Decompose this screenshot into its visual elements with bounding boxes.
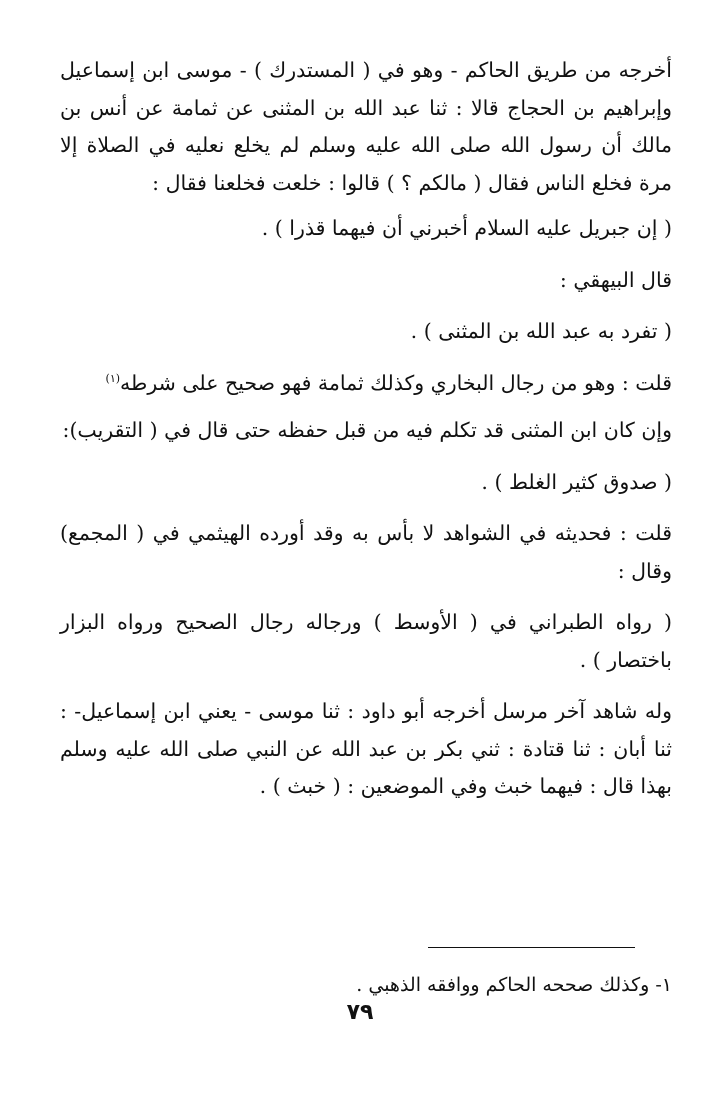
paragraph-taqrib-quote: ( صدوق كثير الغلط ) .	[481, 469, 672, 494]
paragraph-abu-dawud-mursal: وله شاهد آخر مرسل أخرجه أبو داود : ثنا موسى - يعني ابن إسماعيل- : ثنا أبان : ثنا قتادة : ثني بكر بن عبد الله عن النبي صلى الله عليه وسلم بهذا قال : فيهما خبث وفي الموضعين : ( خبث ) .	[60, 699, 672, 798]
paragraph-bayhaqi-quote: ( تفرد به عبد الله بن المثنى ) .	[410, 319, 672, 343]
paragraph-jibril-hadith: ( إن جبريل عليه السلام أخبرني أن فيهما قذرا ) .	[261, 216, 672, 240]
footnote-separator	[428, 947, 635, 948]
footnote: ١- وكذلك صححه الحاكم ووافقه الذهبي .	[356, 974, 672, 996]
footnote-reference: (١)	[105, 371, 121, 385]
paragraph-bayhaqi-intro: قال البيهقي :	[559, 267, 672, 292]
paragraph-tabarani-quote: ( رواه الطبراني في ( الأوسط ) ورجاله رجال الصحيح ورواه البزار باختصار ) .	[60, 610, 672, 672]
paragraph-hakim-narration: أخرجه من طريق الحاكم - وهو في ( المستدرك ) - موسى ابن إسماعيل وإبراهيم بن الحجاج قالا : ثنا عبد الله بن المثنى عن ثمامة عن أنس بن مالك أن رسول الله صلى الله عليه وسلم لم يخلع نعليه في الصلاة إلا مرة فخلع الناس فقال ( مالكم ؟ ) قالوا : خلعت فخلعنا فقال :	[60, 58, 672, 195]
page-number: ٧٩	[346, 1000, 374, 1025]
paragraph-haythami: قلت : فحديثه في الشواهد لا بأس به وقد أورده الهيثمي في ( المجمع) وقال :	[60, 521, 672, 583]
paragraph-ibn-muthanna: وإن كان ابن المثنى قد تكلم فيه من قبل حفظه حتى قال في ( التقريب):	[62, 418, 672, 442]
paragraph-bukhari-remark	[60, 365, 672, 403]
remark-text: قلت : وهو من رجال البخاري وكذلك ثمامة فهو صحيح على شرطه	[120, 370, 672, 395]
main-text	[60, 52, 672, 820]
